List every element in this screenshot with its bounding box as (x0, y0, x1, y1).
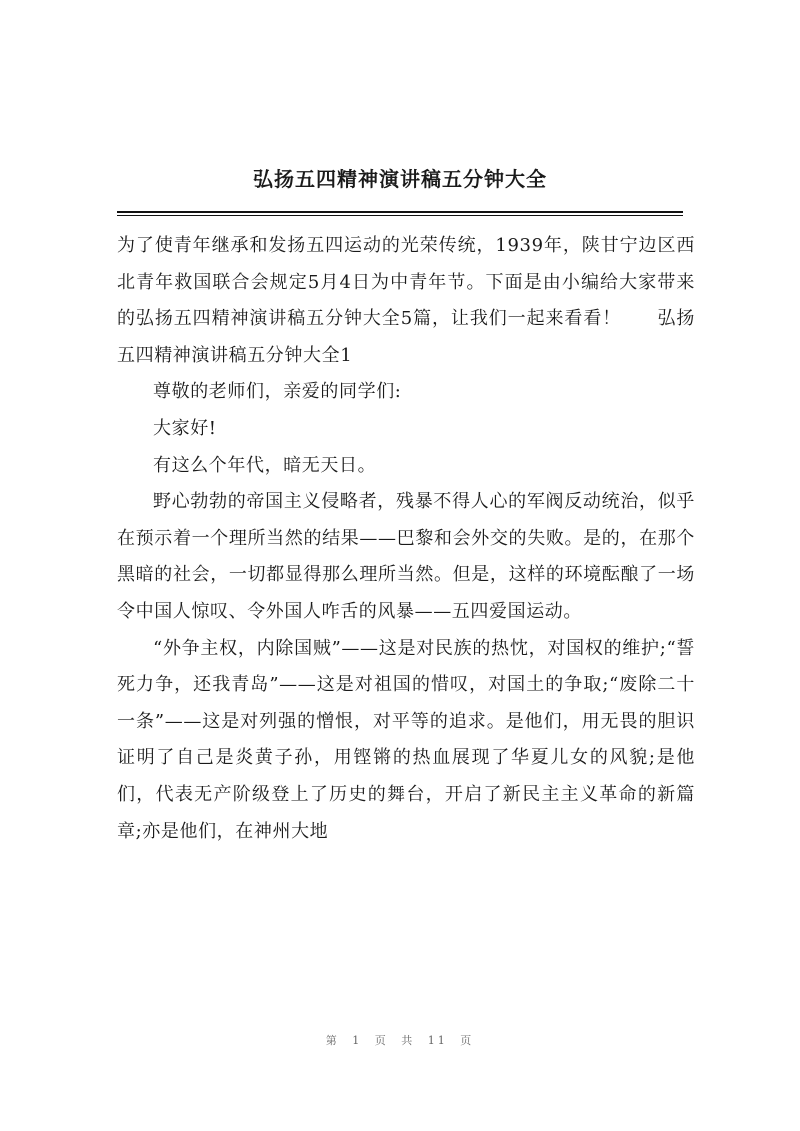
title-divider-thin (117, 215, 683, 216)
page-number-footer: 第 1 页 共 11 页 (325, 1034, 475, 1047)
document-body (117, 228, 695, 850)
body-paragraph: 尊敬的老师们，亲爱的同学们: (153, 381, 402, 403)
title-divider (117, 211, 683, 213)
body-paragraph: 大家好! (153, 417, 217, 439)
document-title: 弘扬五四精神演讲稿五分钟大全 (253, 167, 547, 191)
intro-paragraph (117, 228, 695, 374)
body-paragraph: 有这么个年代，暗无天日。 (153, 454, 377, 476)
intro-text: 为了使青年继承和发扬五四运动的光荣传统，1939年，陕甘宁边区西北青年救国联合会规定5月4日为中青年节。下面是由小编给大家带来的弘扬五四精神演讲稿五分钟大全5篇，让我们一起来看看！ (117, 235, 695, 330)
section-heading: 弘扬五四精神演讲稿五分钟大全1 (117, 308, 696, 366)
body-paragraph: “外争主权，内除国贼”——这是对民族的热忱，对国权的维护;“誓死力争，还我青岛”——这是对祖国的惜叹，对国土的争取;“废除二十一条”——这是对列强的憎恨，对平等的追求。是他们，用无畏的胆识证明了自己是炎黄子孙，用铿锵的热血展现了华夏儿女的风貌;是他们，代表无产阶级登上了历史的舞台，开启了新民主主义革命的新篇章;亦是他们，在神州大地 (117, 637, 695, 842)
body-paragraph: 野心勃勃的帝国主义侵略者，残暴不得人心的军阀反动统治，似乎在预示着一个理所当然的结果——巴黎和会外交的失败。是的，在那个黑暗的社会，一切都显得那么理所当然。但是，这样的环境酝酿了一场令中国人惊叹、令外国人咋舌的风暴——五四爱国运动。 (117, 491, 695, 622)
